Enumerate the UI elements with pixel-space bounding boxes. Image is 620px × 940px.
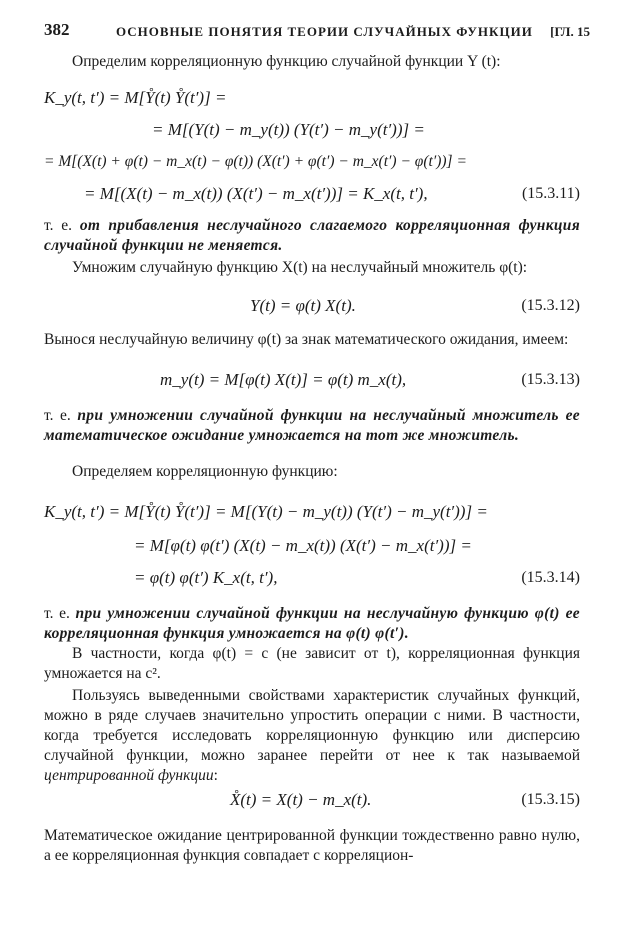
conclusion-lead: т. е. [44,605,76,622]
equation-15-3-14-line1 [44,502,580,528]
emphasized-conclusion: при умножении случайной функции на неслучайный множитель ее математическое ожидание умножается на тот же множитель. [44,407,580,444]
conclusion-lead: т. е. [44,407,78,424]
equation-number: (15.3.12) [521,297,580,314]
paragraph-multiply-intro: Умножим случайную функцию X(t) на неслучайный множитель φ(t): [72,259,528,276]
paragraph-constant-case: В частности, когда φ(t) = c (не зависит от t), корреляционная функция умножается на c². [44,645,580,682]
equation-text: = M[φ(t) φ(t′) (X(t) − m_x(t)) (X(t′) − m_x(t′))] = [134,536,472,555]
equation-text: m_y(t) = M[φ(t) X(t)] = φ(t) m_x(t), [160,370,407,389]
equation-number: (15.3.13) [521,371,580,388]
equation-15-3-11-line1 [44,88,580,114]
page-number: 382 [44,20,70,39]
chapter-label: [ГЛ. 15 [550,24,590,39]
emphasized-term: центрированной функции [44,767,214,784]
equation-15-3-11-line3 [44,152,580,178]
equation-text: Y(t) = φ(t) X(t). [250,296,356,315]
equation-text: K_y(t, t′) = M[Y̊(t) Y̊(t′)] = [44,88,227,107]
equation-text: X̊(t) = X(t) − m_x(t). [230,790,372,809]
paragraph-correlation-conclusion [44,604,580,644]
equation-number: (15.3.14) [521,569,580,586]
paragraph-determine-correlation: Определяем корреляционную функцию: [72,463,338,480]
equation-text: K_y(t, t′) = M[Y̊(t) Y̊(t′)] = M[(Y(t) − m_y(t)) (Y(t′) − m_y(t′))] = [44,502,488,521]
equation-15-3-14-line3 [44,568,580,594]
running-header [44,20,590,42]
paragraph-expectation-intro: Вынося неслучайную величину φ(t) за знак математического ожидания, имеем: [44,331,569,348]
emphasized-conclusion: при умножении случайной функции на неслучайную функцию φ(t) ее корреляционная функция умножается на φ(t) φ(t′). [44,605,580,642]
equation-text: = M[(X(t) − m_x(t)) (X(t′) − m_x(t′))] = K_x(t, t′), [84,184,428,203]
equation-15-3-12 [44,296,580,322]
equation-number: (15.3.15) [521,791,580,808]
equation-text: = M[(Y(t) − m_y(t)) (Y(t′) − m_y(t′))] = [152,120,425,139]
paragraph-text: Пользуясь выведенными свойствами характеристик случайных функций, можно в ряде случаев значительно упростить операции с ними. В частности, когда требуется исследовать корреляционную функцию или дисперсию случайной функции, можно заранее перейти от нее к так называемой [44,687,580,764]
equation-15-3-13 [44,370,580,396]
equation-text: = M[(X(t) + φ(t) − m_x(t) − φ(t)) (X(t′) + φ(t′) − m_x(t′) − φ(t′))] = [44,153,467,170]
equation-15-3-11-line4 [44,184,580,210]
equation-text: = φ(t) φ(t′) K_x(t, t′), [134,568,278,587]
equation-15-3-14-line2 [44,536,580,562]
paragraph-end: : [213,767,218,784]
equation-number: (15.3.11) [521,185,580,202]
paragraph-expectation-conclusion [44,406,580,446]
paragraph-define-correlation: Определим корреляционную функцию случайной функции Y (t): [72,53,501,70]
emphasized-conclusion: от прибавления неслучайного слагаемого корреляционная функция случайной функции не меняется. [44,217,580,254]
running-title: ОСНОВНЫЕ ПОНЯТИЯ ТЕОРИИ СЛУЧАЙНЫХ ФУНКЦИИ [116,24,533,39]
conclusion-lead: т. е. [44,217,80,234]
paragraph-centered-function [44,686,580,786]
equation-15-3-15 [44,790,580,816]
equation-15-3-11-line2 [44,120,580,146]
paragraph-centered-properties: Математическое ожидание центрированной функции тождественно равно нулю, а ее корреляционная функция совпадает с корреляцион- [44,827,580,864]
paragraph-additive-conclusion [44,216,580,256]
